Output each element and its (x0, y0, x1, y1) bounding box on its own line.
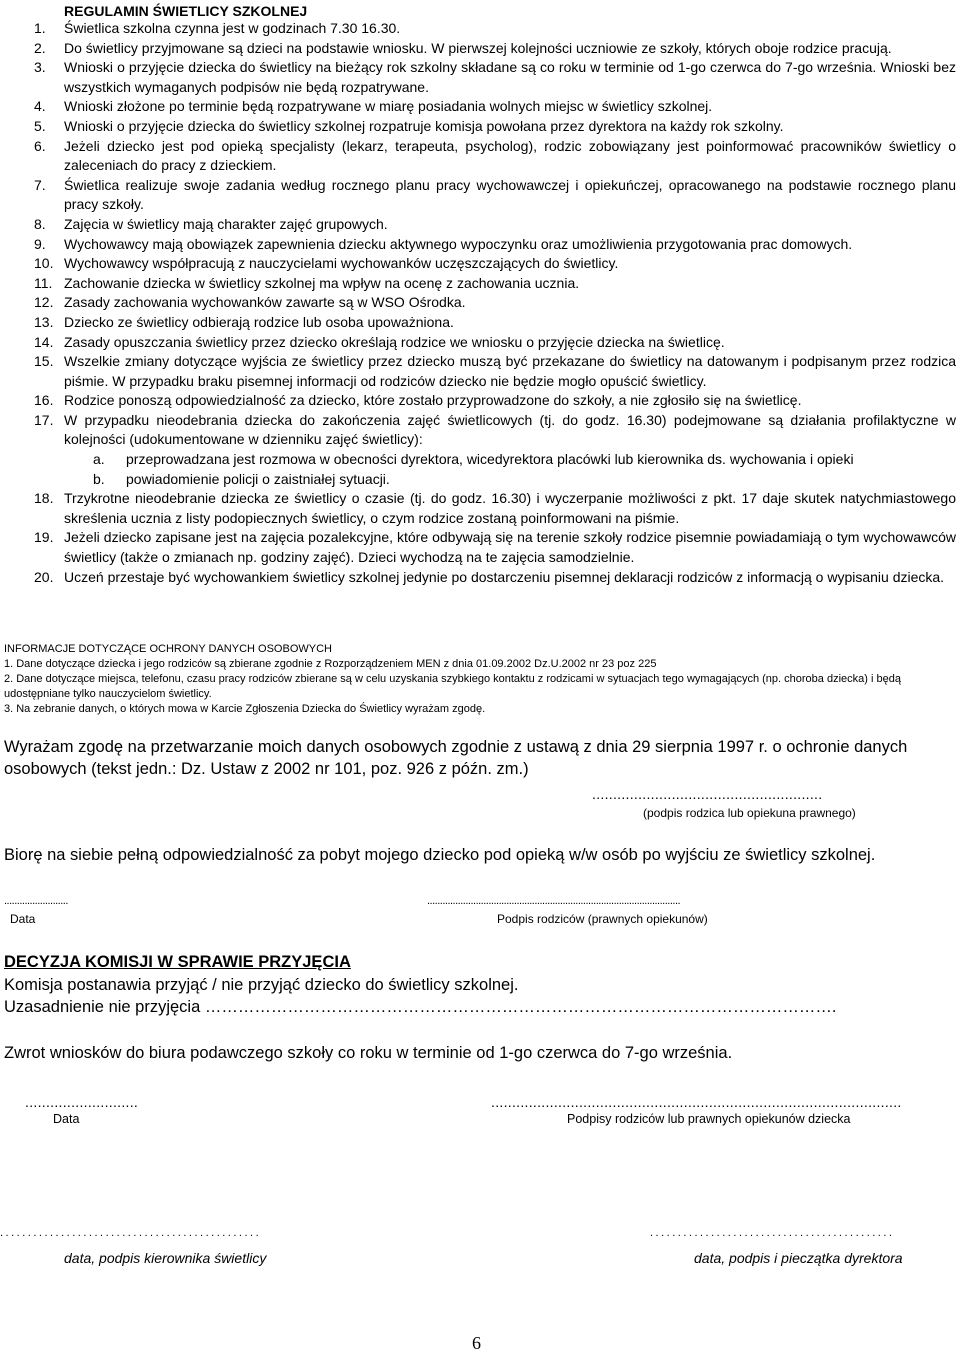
rule-number: 18. (34, 490, 54, 507)
page-number: 6 (472, 1333, 481, 1353)
rule-text: Wszelkie zmiany dotyczące wyjścia ze świetlicy przez dziecko muszą być przekazane do świetlicy na datowanym i podpisanym przez rodzica piśmie. W przypadku braku pisemnej informacji od rodziców dziecko nie będzie mogło opuścić świetlicy. (64, 353, 956, 389)
info-heading: INFORMACJE DOTYCZĄCE OCHRONY DANYCH OSOBOWYCH (4, 643, 332, 655)
signature-label: Podpisy rodziców lub prawnych opiekunów dziecka (567, 1112, 851, 1126)
return-note: Zwrot wniosków do biura podawczego szkoły co roku w terminie od 1-go czerwca do 7-go września. (4, 1044, 733, 1062)
signature-line: ............................................ (650, 1227, 895, 1239)
rule-subitem (0, 450, 960, 470)
rule-text: Trzykrotne nieodebranie dziecka ze świetlicy o czasie (tj. do godz. 16.30) i wyczerpanie możliwości z pkt. 17 daje skutek natychmiastowego skreślenia ucznia z listy podopiecznych świetlicy, o czym rodzice zostaną poinformowani na piśmie. (64, 490, 956, 526)
info-line: 3. Na zebranie danych, o których mowa w Karcie Zgłoszenia Dziecka do Świetlicy wyrażam zgodę. (4, 703, 486, 715)
rule-number: 15. (34, 353, 54, 370)
rule-number: 1. (34, 20, 46, 36)
date-label: Data (53, 1112, 80, 1126)
rule-number: 16. (34, 392, 54, 409)
decision-line: Komisja postanawia przyjąć / nie przyjąć dziecko do świetlicy szkolnej. (4, 976, 519, 994)
rule-text: Świetlica realizuje swoje zadania według rocznego planu pracy wychowawczej i opiekuńczej, opracowanego na podstawie rocznego planu pracy szkoły. (64, 176, 956, 213)
responsibility-statement: Biorę na siebie pełną odpowiedzialność za pobyt mojego dziecko pod opieką w/w osób po wyjściu ze świetlicy szkolnej. (4, 846, 876, 864)
rule-number: 8. (34, 215, 46, 232)
signature-label: Podpis rodziców (prawnych opiekunów) (497, 912, 708, 926)
rule-text: Jeżeli dziecko zapisane jest na zajęcia pozalekcyjne, które odbywają się na terenie szkoły rodzice pisemnie powiadamiają o tym wychowawców świetlicy (także o zmianach np. godziny zajęć). Dzieci wychodzą na te zajęcia samodzielnie. (64, 529, 956, 566)
rule-text: Zasady opuszczania świetlicy przez dziecko określają rodzice we wniosku o przyjęcie dziecka na świetlicę. (64, 333, 725, 350)
decision-justification: Uzasadnienie nie przyjęcia ……………………………………………………………………………………………………. (4, 998, 837, 1016)
rule-item (0, 117, 960, 137)
rule-number: 4. (34, 98, 46, 115)
decision-heading: DECYZJA KOMISJI W SPRAWIE PRZYJĘCIA (4, 953, 351, 971)
date-line: ........................... (25, 1094, 139, 1110)
data-protection-info (4, 642, 944, 717)
rule-number: 13. (34, 313, 54, 330)
rule-text: Zajęcia w świetlicy mają charakter zajęć grupowych. (64, 215, 388, 232)
regulamin-title: REGULAMIN ŚWIETLICY SZKOLNEJ (64, 3, 308, 19)
signature-label: (podpis rodzica lub opiekuna prawnego) (643, 806, 856, 820)
signature-line: ....................................................... (592, 786, 823, 802)
rule-number: 11. (34, 274, 53, 291)
rule-subitem (0, 470, 960, 490)
rule-text: Zasady zachowania wychowanków zawarte są w WSO Ośrodka. (64, 294, 466, 311)
rule-item (0, 313, 960, 333)
rule-number: 17. (34, 411, 54, 428)
rule-number: 5. (34, 117, 46, 134)
rule-item (0, 333, 960, 353)
date-line: ......................... (4, 895, 68, 907)
rule-item (0, 274, 960, 294)
rule-number: 12. (34, 294, 54, 311)
rule-number: 9. (34, 235, 46, 252)
signature-line: .................................................................................................. (491, 1094, 902, 1110)
rule-text: Dziecko ze świetlicy odbierają rodzice lub osoba upoważniona. (64, 313, 454, 330)
rule-number: 19. (34, 529, 54, 546)
rule-item (0, 528, 960, 567)
signature-line: ............................................... (0, 1227, 262, 1239)
rule-item (0, 19, 960, 39)
rule-text: Wychowawcy współpracują z nauczycielami wychowanków uczęszczających do świetlicy. (64, 255, 619, 272)
rule-item (0, 215, 960, 235)
info-line: 1. Dane dotyczące dziecka i jego rodziców są zbierane zgodnie z Rozporządzeniem MEN z dnia 01.09.2002 Dz.U.2002 nr 23 poz 225 (4, 658, 657, 670)
rule-text: Zachowanie dziecka w świetlicy szkolnej ma wpływ na ocenę z zachowania ucznia. (64, 274, 580, 291)
rule-item (0, 489, 960, 528)
rule-number: 10. (34, 255, 54, 272)
rule-item (0, 352, 960, 391)
rule-text: W przypadku nieodebrania dziecka do zakończenia zajęć świetlicowych (tj. do godz. 16.30) podejmowane są działania profilaktyczne w kolejności (udokumentowane w dzienniku zajęć świetlicy): (64, 411, 956, 448)
subitem-letter: a. (93, 451, 105, 468)
subitem-letter: b. (93, 470, 105, 487)
info-line: 2. Dane dotyczące miejsca, telefonu, czasu pracy rodziców zbierane są w celu uzyskania szybkiego kontaktu z rodzicami w sytuacjach tego wymagających (np. choroba dziecka) i będą udostępniane tylko nauczycielom świetlicy. (4, 673, 901, 700)
rule-text: Wnioski o przyjęcie dziecka do świetlicy na bieżący rok szkolny składane są co roku w terminie od 1-go czerwca do 7-go września. Wnioski bez wszystkich wymaganych podpisów nie będą rozpatrywane. (64, 59, 956, 95)
rule-item (0, 97, 960, 117)
rule-number: 6. (34, 137, 46, 154)
director-signature-label: data, podpis i pieczątka dyrektora (694, 1250, 903, 1266)
rule-text: Rodzice ponoszą odpowiedzialność za dziecko, które zostało przyprowadzone do szkoły, a nie zgłosiło się na świetlicę. (64, 392, 802, 409)
rule-text: Do świetlicy przyjmowane są dzieci na podstawie wniosku. W pierwszej kolejności uczniowie ze szkoły, których oboje rodzice pracują. (64, 39, 892, 56)
rule-number: 2. (34, 39, 46, 56)
rule-number: 3. (34, 59, 46, 76)
rule-item (0, 39, 960, 59)
rule-item (0, 235, 960, 255)
rule-text: Wnioski złożone po terminie będą rozpatrywane w miarę posiadania wolnych miejsc w świetlicy szkolnej. (64, 98, 713, 115)
consent-statement: Wyrażam zgodę na przetwarzanie moich danych osobowych zgodnie z ustawą z dnia 29 sierpnia 1997 r. o ochronie danych osobowych (tekst jedn.: Dz. Ustaw z 2002 nr 101, poz. 926 z późn. zm.) (4, 738, 908, 778)
signature-line: ................................................................................................... (427, 895, 681, 907)
rule-item (0, 176, 960, 215)
rule-text: Wychowawcy mają obowiązek zapewnienia dziecku aktywnego wypoczynku oraz umożliwienia przygotowania prac domowych. (64, 235, 853, 252)
rule-number: 14. (34, 333, 54, 350)
rule-text: Uczeń przestaje być wychowankiem świetlicy szkolnej jedynie po dostarczeniu pisemnej deklaracji rodziców z informacją o wypisaniu dziecka. (64, 568, 945, 585)
rule-number: 7. (34, 176, 46, 193)
rules-list (0, 19, 960, 587)
date-label: Data (10, 912, 36, 926)
manager-signature-label: data, podpis kierownika świetlicy (64, 1250, 267, 1266)
rule-item (0, 391, 960, 411)
subitem-text: przeprowadzana jest rozmowa w obecności dyrektora, wicedyrektora placówki lub kierownika ds. wychowania i opieki (126, 451, 854, 468)
rule-item (0, 137, 960, 176)
rule-text: Wnioski o przyjęcie dziecka do świetlicy szkolnej rozpatruje komisja powołana przez dyrektora na każdy rok szkolny. (64, 117, 784, 134)
rule-item (0, 568, 960, 588)
rule-text: Jeżeli dziecko jest pod opieką specjalisty (lekarz, terapeuta, psycholog), rodzic zobowiązany jest poinformować pracowników świetlicy o zaleceniach do pracy z dzieckiem. (64, 137, 956, 174)
rule-item (0, 58, 960, 97)
rule-item (0, 293, 960, 313)
rule-item (0, 411, 960, 450)
rule-number: 20. (34, 568, 54, 585)
rule-text: Świetlica szkolna czynna jest w godzinach 7.30 16.30. (64, 20, 401, 36)
subitem-text: powiadomienie policji o zaistniałej sytuacji. (126, 470, 390, 487)
rule-item (0, 254, 960, 274)
